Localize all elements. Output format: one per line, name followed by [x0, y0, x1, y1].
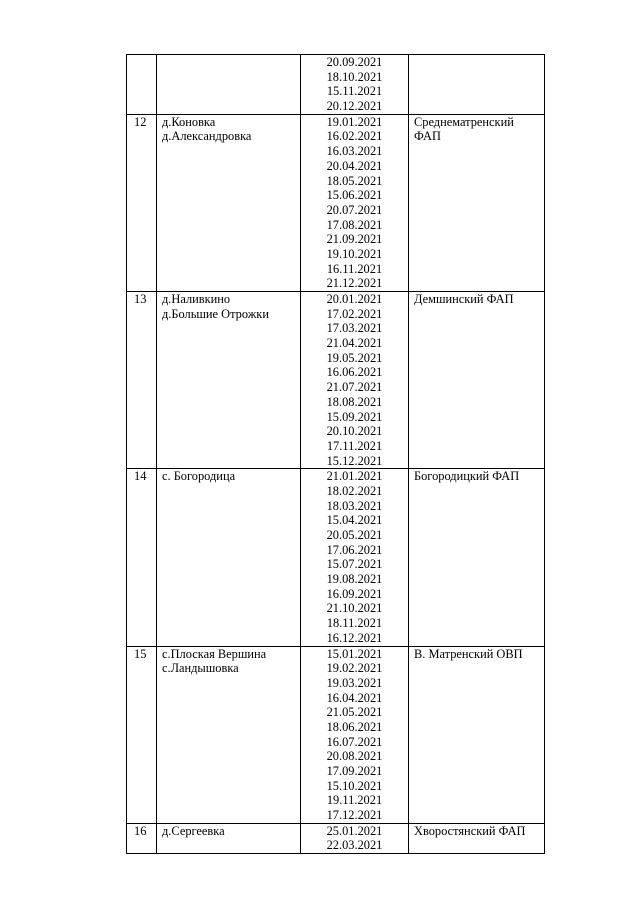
visit-date: 20.12.2021: [326, 99, 383, 114]
settlement-name: с. Богородица: [162, 469, 236, 484]
visit-date: 17.12.2021: [326, 808, 383, 823]
visit-date: 20.08.2021: [326, 749, 383, 764]
visit-date: 15.09.2021: [326, 409, 383, 424]
visit-date: 17.06.2021: [326, 542, 383, 557]
visit-date: 18.11.2021: [326, 616, 383, 631]
table-row: [127, 292, 545, 469]
settlement-cell: [157, 114, 301, 291]
medical-post-name: Среднематренский: [414, 114, 514, 129]
dates-cell: [301, 55, 409, 115]
settlement-cell: [157, 646, 301, 823]
visit-date: 19.02.2021: [326, 661, 383, 676]
visit-date: 15.11.2021: [326, 84, 383, 99]
visit-date: 16.09.2021: [326, 586, 383, 601]
visit-date: 19.10.2021: [326, 246, 383, 261]
settlement-name: с.Ландышовка: [162, 661, 239, 676]
visit-date: 16.03.2021: [326, 144, 383, 159]
visit-date: 19.03.2021: [326, 675, 383, 690]
visit-date: 21.01.2021: [326, 469, 383, 484]
table-row: [127, 469, 545, 646]
dates-cell: [301, 823, 409, 853]
medical-post-name: Хворостянский ФАП: [414, 823, 526, 838]
medical-post-cell: [409, 646, 545, 823]
schedule-table-body: [127, 55, 545, 854]
visit-date: 20.10.2021: [326, 424, 383, 439]
visit-date: 21.05.2021: [326, 705, 383, 720]
visit-date: 20.01.2021: [326, 292, 383, 306]
row-number: 12: [127, 114, 157, 291]
schedule-table: [126, 54, 545, 854]
settlement-name: д.Сергеевка: [162, 823, 225, 838]
visit-date: 16.02.2021: [326, 129, 383, 144]
visit-date: 18.02.2021: [326, 483, 383, 498]
visit-date: 18.06.2021: [326, 719, 383, 734]
dates-cell: [301, 469, 409, 646]
visit-date: 21.09.2021: [326, 232, 383, 247]
visit-date: 15.10.2021: [326, 778, 383, 793]
settlement-name: д.Наливкино: [162, 292, 231, 306]
table-row: [127, 823, 545, 853]
medical-post-name: [414, 55, 540, 70]
medical-post-cell: [409, 823, 545, 853]
visit-date: 16.04.2021: [326, 690, 383, 705]
visit-date: 18.08.2021: [326, 394, 383, 409]
visit-date: 25.01.2021: [326, 823, 383, 838]
visit-date: 15.01.2021: [326, 646, 383, 661]
row-number: [127, 55, 157, 115]
settlement-cell: [157, 292, 301, 469]
medical-post-cell: [409, 114, 545, 291]
visit-date: 16.06.2021: [326, 365, 383, 380]
visit-date: 15.07.2021: [326, 557, 383, 572]
settlement-name: [162, 55, 296, 70]
row-number: 13: [127, 292, 157, 469]
visit-date: 21.04.2021: [326, 336, 383, 351]
medical-post-name: В. Матренский ОВП: [414, 646, 523, 661]
visit-date: 21.07.2021: [326, 380, 383, 395]
settlement-name: д.Александровка: [162, 129, 252, 144]
visit-date: 20.07.2021: [326, 202, 383, 217]
medical-post-cell: [409, 292, 545, 469]
visit-date: 20.09.2021: [326, 55, 383, 69]
visit-date: 16.11.2021: [326, 261, 383, 276]
visit-date: 21.12.2021: [326, 276, 383, 291]
visit-date: 15.04.2021: [326, 513, 383, 528]
visit-date: 22.03.2021: [326, 838, 383, 853]
dates-cell: [301, 114, 409, 291]
visit-date: 15.06.2021: [326, 188, 383, 203]
settlement-name: д.Коновка: [162, 114, 216, 129]
medical-post-name: ФАП: [414, 129, 441, 144]
row-number: 14: [127, 469, 157, 646]
settlement-cell: [157, 823, 301, 853]
visit-date: 19.01.2021: [326, 114, 383, 129]
visit-date: 18.03.2021: [326, 498, 383, 513]
settlement-name: д.Большие Отрожки: [162, 306, 269, 321]
table-row: [127, 646, 545, 823]
dates-cell: [301, 646, 409, 823]
visit-date: 19.11.2021: [326, 793, 383, 808]
medical-post-name: Богородицкий ФАП: [414, 469, 520, 484]
table-row: [127, 55, 545, 115]
settlement-name: с.Плоская Вершина: [162, 646, 267, 661]
visit-date: 17.11.2021: [326, 438, 383, 453]
dates-cell: [301, 292, 409, 469]
visit-date: 18.10.2021: [326, 69, 383, 84]
visit-date: 15.12.2021: [326, 453, 383, 468]
visit-date: 17.08.2021: [326, 217, 383, 232]
medical-post-cell: [409, 55, 545, 115]
medical-post-name: Демшинский ФАП: [414, 292, 514, 306]
visit-date: 17.02.2021: [326, 306, 383, 321]
row-number: 16: [127, 823, 157, 853]
visit-date: 21.10.2021: [326, 601, 383, 616]
medical-post-cell: [409, 469, 545, 646]
row-number: 15: [127, 646, 157, 823]
settlement-cell: [157, 469, 301, 646]
visit-date: 19.05.2021: [326, 350, 383, 365]
visit-date: 17.03.2021: [326, 321, 383, 336]
settlement-cell: [157, 55, 301, 115]
visit-date: 16.07.2021: [326, 734, 383, 749]
visit-date: 18.05.2021: [326, 173, 383, 188]
visit-date: 20.05.2021: [326, 528, 383, 542]
visit-date: 16.12.2021: [326, 630, 383, 645]
visit-date: 20.04.2021: [326, 158, 383, 173]
visit-date: 17.09.2021: [326, 764, 383, 778]
table-row: [127, 114, 545, 291]
visit-date: 19.08.2021: [326, 572, 383, 587]
